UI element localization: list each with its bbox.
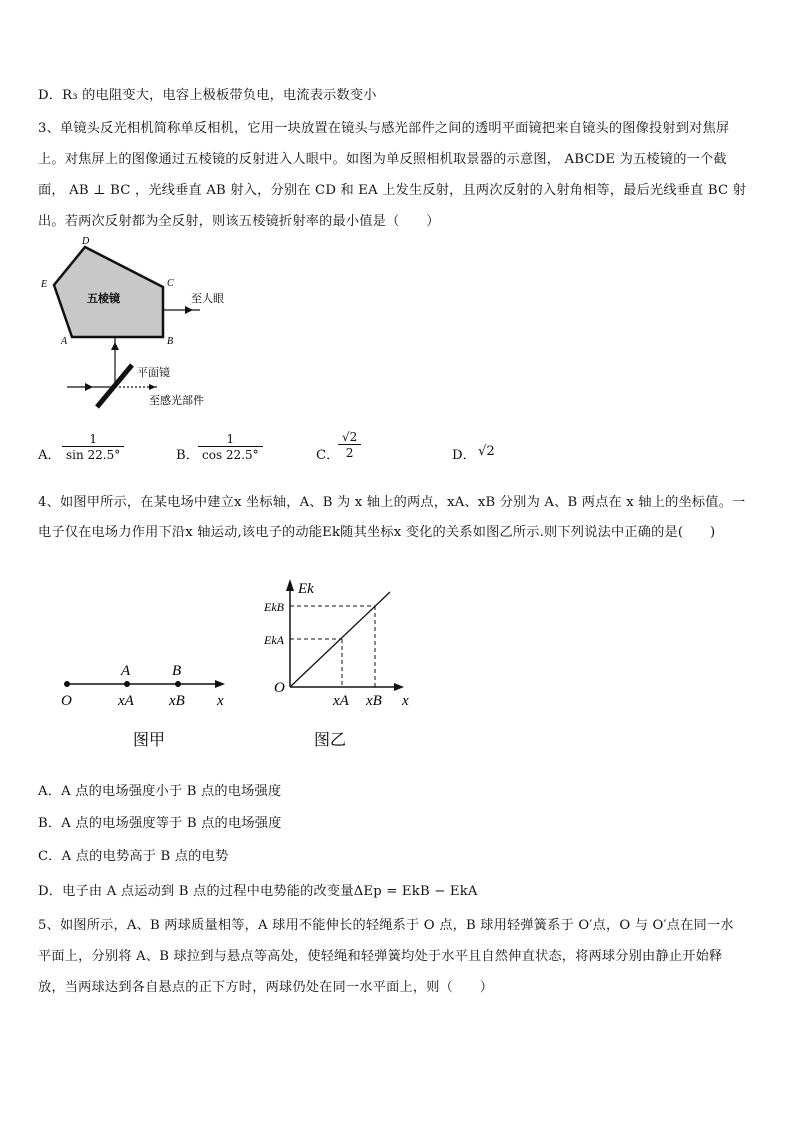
jia-point-b [175,681,181,687]
q3-line-1: 3、单镜头反光相机简称单反相机，它用一块放置在镜头与感光部件之间的透明平面镜把来自镜头的图像投射到对焦屏 [38,121,730,136]
q4-option-a: A．A 点的电场强度小于 B 点的电场强度 [38,784,282,799]
jia-point-a [124,681,130,687]
q3-line-2: 上。对焦屏上的图像通过五棱镜的反射进入人眼中。如图为单反照相机取景器的示意图， ABCDE 为五棱镜的一个截 [38,152,727,167]
q4-option-b: B．A 点的电场强度等于 B 点的电场强度 [38,816,282,831]
vertex-d: D [82,236,90,247]
prism-label: 五棱镜 [87,293,120,305]
yi-x-arrow [394,683,404,691]
vertex-a: A [61,336,68,347]
jia-caption: 图甲 [133,732,166,749]
q3-option-c-label: C． [316,448,340,463]
q3-line-4: 出。若两次反射都为全反射，则该五棱镜折射率的最小值是（ ） [38,214,440,229]
q3-option-a-fraction [62,432,124,462]
yi-label-o: O [274,680,285,696]
q5-line-1: 5、如图所示，A、B 两球质量相等，A 球用不能伸长的轻绳系于 O 点，B 球用轻弹簧系于 O′点，O 与 O′点在同一水 [38,918,734,933]
yi-caption: 图乙 [314,732,347,749]
arrow-incoming [85,383,93,391]
q5-line-3: 放，当两球达到各自悬点的正下方时，两球仍处在同一水平面上，则（ ） [38,980,494,995]
jia-label-xb: xB [169,693,185,709]
q4-line-1: 4、如图甲所示，在某电场中建立x 坐标轴，A、B 为 x 轴上的两点，xA、xB 分别为 A、B 两点在 x 轴上的坐标值。一 [38,495,746,510]
jia-label-b: B [172,663,182,679]
yi-label-ek: Ek [298,581,314,597]
jia-label-xa: xA [118,693,134,709]
q3-option-d-label: D． [452,448,476,463]
jia-label-a: A [121,663,131,679]
q3-line-3: 面， AB ⊥ BC ，光线垂直 AB 射入，分别在 CD 和 EA 上发生反射，且两次反射的入射角相等，最后光线垂直 BC 射 [38,183,747,198]
yi-label-xb: xB [366,693,382,709]
vertex-e: E [41,279,48,290]
prism-shape [54,247,163,337]
q3-option-b-fraction [198,432,263,462]
arrow-to-eye [185,306,193,314]
q2-option-d: D．R₃ 的电阻变大，电容上极板带负电，电流表示数变小 [38,88,377,103]
mirror-label: 平面镜 [137,367,170,379]
figure-yi [262,575,432,755]
arrow-to-sensor [149,384,156,390]
q3-option-a-den: sin 22.5° [62,446,124,462]
vertex-c: C [167,278,174,289]
q3-option-b-label: B． [176,448,199,463]
q4-option-c: C．A 点的电势高于 B 点的电势 [38,849,229,864]
yi-label-eka: EkA [264,633,284,647]
jia-label-o: O [61,693,72,709]
q5-line-2: 平面上，分别将 A、B 球拉到与悬点等高处，使轻绳和轻弹簧均处于水平且自然伸直状态，将两球分别由静止开始释 [38,949,723,964]
jia-point-o [64,681,70,687]
q3-option-b-den: cos 22.5° [198,446,263,462]
pentaprism-figure [35,232,235,412]
vertex-b: B [167,336,174,347]
q4-option-d: D．电子由 A 点运动到 B 点的过程中电势能的改变量ΔEp = EkB − EkA [38,884,478,899]
q3-option-c-fraction [338,430,361,460]
q3-option-c-num: √2 [342,430,358,444]
to-sensor-label: 至感光部件 [149,395,204,407]
yi-label-x: x [402,693,409,709]
q3-option-a-label: A． [38,448,61,463]
jia-axis-arrow [215,680,225,688]
q3-option-d-value: √2 [478,444,495,459]
q3-option-a-num: 1 [89,432,97,446]
yi-label-xa: xA [333,693,349,709]
figure-jia [55,655,245,755]
to-eye-label: 至人眼 [191,293,224,305]
arrow-up [111,342,119,350]
yi-y-arrow [286,579,294,591]
q3-option-b-num: 1 [226,432,235,446]
yi-label-ekb: EkB [264,600,284,614]
q4-line-2: 电子仅在电场力作用下沿x 轴运动,该电子的动能Ek随其坐标x 变化的关系如图乙所示.则下列说法中正确的是( ) [38,525,716,540]
jia-label-x: x [217,693,224,709]
q3-option-c-den: 2 [338,444,361,460]
